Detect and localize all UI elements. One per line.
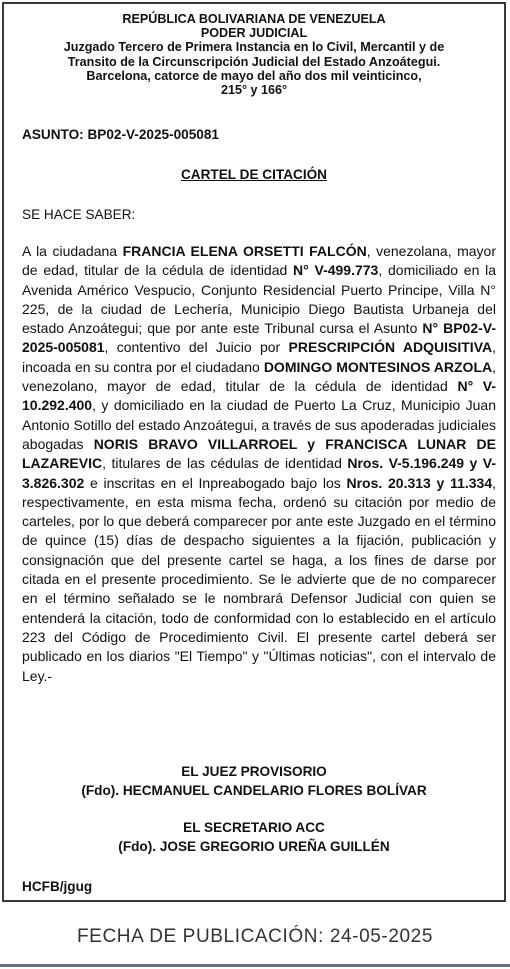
intro-text: SE HACE SABER: bbox=[22, 207, 136, 222]
body-segment: , respectivamente, en esta misma fecha, ordenó su citación por medio de carteles, por lo que deberá comparecer por ante este Juzgado en el término de quince (15) días de despacho siguientes a la fijación, publicación y consignación que del presente cartel se haga, a los fines de darse por citada en el presente procedimiento. Se le advierte que de no comparecer en el término señalado se le nombrará Defensor Judicial con quien se entenderá la citación, todo de conformidad con lo establecido en el artículo 223 del Código de Procedimiento Civil. El presente cartel deberá ser publicado en los diarios "El Tiempo" y "Últimas noticias", con el intervalo de Ley.- bbox=[22, 474, 497, 684]
body-bold-segment: DOMINGO MONTESINOS ARZOLA bbox=[263, 358, 493, 375]
body-bold-segment: Nros. 20.313 y 11.334 bbox=[346, 474, 493, 491]
case-number: ASUNTO: BP02-V-2025-005081 bbox=[22, 127, 219, 142]
body-segment: , domiciliado en la Avenida Américo Vespucio, Conjunto Residencial Puerto Principe, Villa N° 225, de la ciudad de Lechería, Municipio Diego Bautista Urbaneja del estado Anzoátegui; que por ante este Tribunal cursa el Asunto bbox=[22, 262, 497, 337]
body-segment: , titulares de las cédulas de identidad bbox=[102, 455, 348, 472]
judge-name: (Fdo). HECMANUEL CANDELARIO FLORES BOLÍVAR bbox=[81, 783, 427, 798]
header-line: Barcelona, catorce de mayo del año dos mil veinticinco, bbox=[86, 68, 422, 83]
header-line: Juzgado Tercero de Primera Instancia en lo Civil, Mercantil y de bbox=[63, 40, 445, 55]
judge-signature bbox=[4, 764, 504, 798]
body-bold-segment: FRANCIA ELENA ORSETTI FALCÓN bbox=[122, 243, 367, 259]
header-line: PODER JUDICIAL bbox=[200, 26, 308, 41]
body-segment: , y domiciliado en la ciudad de Puerto La Cruz, Municipio Juan Antonio Sotillo del estado Anzoátegui, a través de sus apoderadas judiciales abogadas bbox=[22, 397, 496, 452]
body-segment: , incoada en su contra por el ciudadano bbox=[22, 339, 496, 375]
header-line: Transito de la Circunscripción Judicial del Estado Anzoátegui. bbox=[67, 54, 441, 69]
body-bold-segment: Nros. V-5.196.249 y V-3.826.302 bbox=[22, 455, 496, 491]
court-header bbox=[14, 12, 494, 97]
body-segment: e inscritas en el Inpreabogado bajo los bbox=[84, 474, 347, 491]
judge-role: EL JUEZ PROVISORIO bbox=[181, 764, 327, 779]
initials: HCFB/jgug bbox=[22, 879, 93, 894]
body-segment: , venezolano, mayor de edad, titular de la cédula de identidad bbox=[22, 358, 496, 395]
body-bold-segment: NORIS BRAVO VILLARROEL y FRANCISCA LUNAR DE LAZAREVIC bbox=[22, 435, 496, 472]
secretary-name: (Fdo). JOSE GREGORIO UREÑA GUILLÉN bbox=[118, 839, 390, 854]
secretary-signature bbox=[4, 820, 504, 854]
bottom-rule bbox=[0, 964, 510, 967]
notice-body bbox=[22, 242, 496, 686]
body-bold-segment: PRESCRIPCIÓN ADQUISITIVA bbox=[288, 339, 493, 356]
header-line: REPÚBLICA BOLIVARIANA DE VENEZUELA bbox=[122, 12, 386, 26]
publication-date: FECHA DE PUBLICACIÓN: 24-05-2025 bbox=[76, 926, 434, 947]
secretary-role: EL SECRETARIO ACC bbox=[183, 820, 325, 835]
body-bold-segment: N° V-499.773 bbox=[293, 262, 379, 279]
notice-frame bbox=[2, 2, 506, 902]
body-segment: A la ciudadana bbox=[22, 243, 123, 259]
document-title: CARTEL DE CITACIÓN bbox=[180, 167, 327, 182]
body-bold-segment: N° V- 10.292.400 bbox=[22, 378, 496, 414]
body-segment: , venezolana, mayor de edad, titular de la cédula de identidad bbox=[22, 243, 496, 279]
header-line: 215° y 166° bbox=[220, 83, 288, 98]
body-segment: , contentivo del Juicio por bbox=[104, 339, 289, 356]
body-bold-segment: N° BP02-V-2025-005081 bbox=[22, 320, 497, 356]
